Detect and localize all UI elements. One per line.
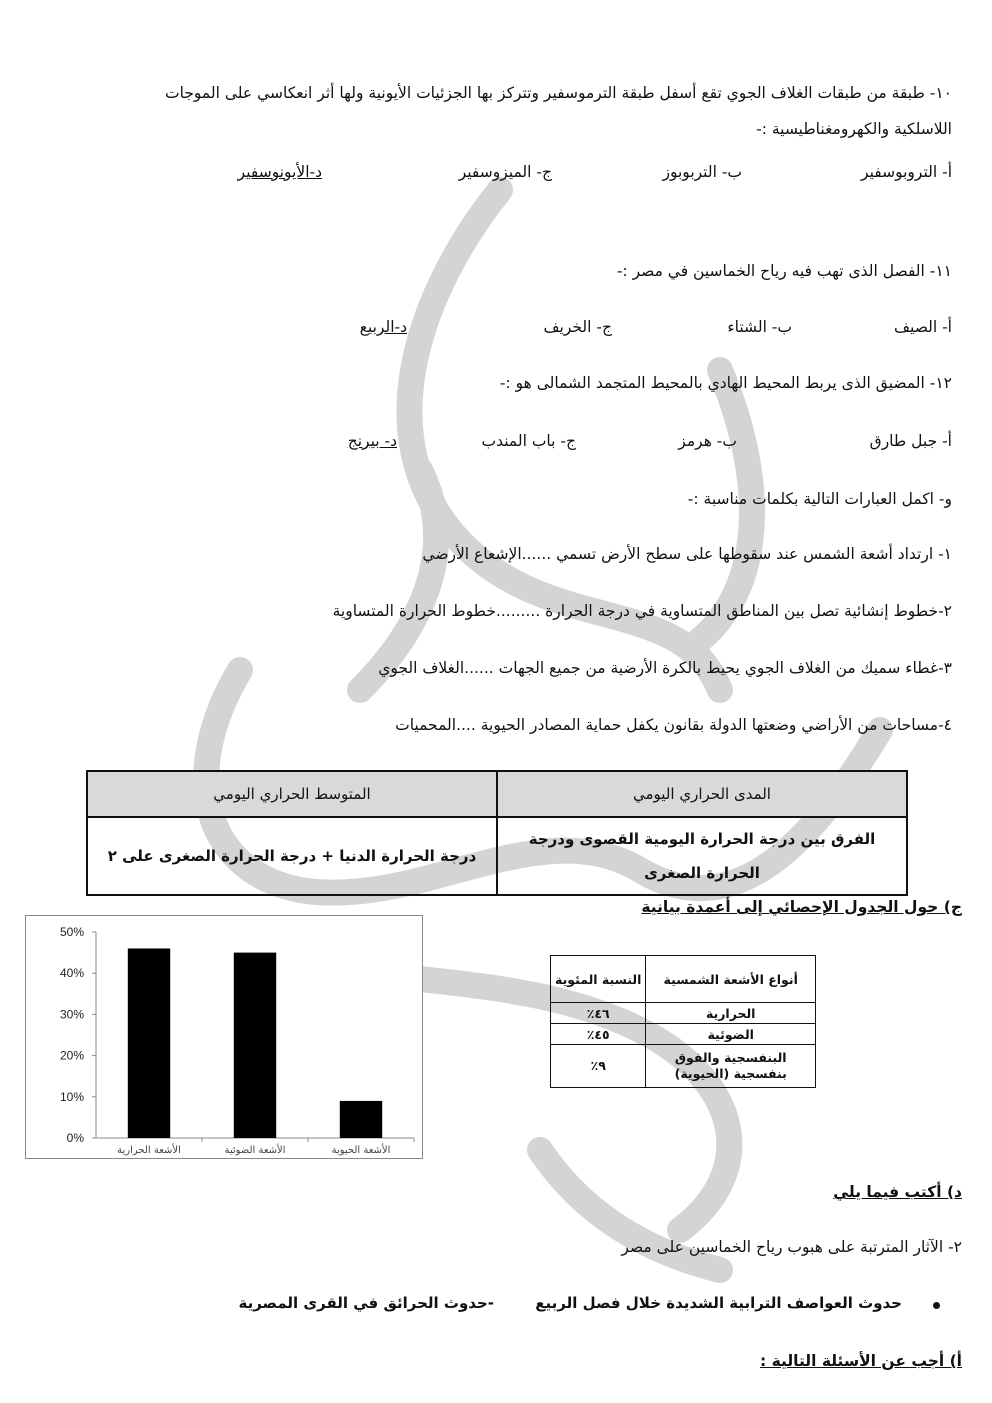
q10-option-d: د-الأيونوسفير bbox=[237, 163, 322, 181]
bar-chart bbox=[26, 916, 422, 1158]
section-a-heading: أ) أجب عن الأسئلة التالية : bbox=[760, 1352, 962, 1370]
stats-header-type: أنواع الأشعة الشمسية bbox=[646, 956, 816, 1003]
stats-row-pct: ٤٦٪ bbox=[551, 1003, 646, 1024]
bar-chart-frame bbox=[25, 915, 423, 1159]
q10-option-c: ج- الميزوسفير bbox=[458, 163, 552, 181]
def-body-mean: درجة الحرارة الدنيا + درجة الحرارة الصغرى على ٢ bbox=[87, 817, 497, 895]
stats-header-pct: النسبة المئوية bbox=[551, 956, 646, 1003]
q12-option-d: د- بيرنج bbox=[347, 432, 397, 450]
stats-table bbox=[550, 955, 816, 1088]
bullet-icon bbox=[933, 1302, 940, 1309]
y-tick-label: 50% bbox=[59, 925, 84, 939]
chart-bar bbox=[340, 1101, 382, 1138]
q12-text: ١٢- المضيق الذى يربط المحيط الهادي بالمحيط المتجمد الشمالى هو :- bbox=[499, 374, 952, 392]
q12-option-a: أ- جبل طارق bbox=[869, 432, 952, 450]
effect-fires: -حدوث الحرائق في القرى المصرية bbox=[238, 1294, 494, 1312]
def-body-range: الفرق بين درجة الحرارة اليومية القصوى ودرجة الحرارة الصغرى bbox=[497, 817, 907, 895]
complete-heading: و- اكمل العبارات التالية بكلمات مناسبة :- bbox=[687, 490, 952, 508]
q11-option-b: ب- الشتاء bbox=[727, 318, 792, 336]
def-header-range: المدى الحراري اليومي bbox=[497, 771, 907, 817]
stats-row-type: الضوئية bbox=[646, 1024, 816, 1045]
y-tick-label: 20% bbox=[59, 1048, 84, 1063]
complete-item-1: ١- ارتداد أشعة الشمس عند سقوطها على سطح الأرض تسمي ......الإشعاع الأرضي bbox=[422, 545, 952, 563]
q11-option-a: أ- الصيف bbox=[893, 318, 952, 336]
q10-option-b: ب- التربوبوز bbox=[662, 163, 742, 181]
def-header-mean: المتوسط الحراري اليومي bbox=[87, 771, 497, 817]
q11-text: ١١- الفصل الذى تهب فيه رياح الخماسين في مصر :- bbox=[616, 262, 952, 280]
q10-option-a: أ- التروبوسفير bbox=[861, 163, 952, 181]
complete-item-2: ٢-خطوط إنشائية تصل بين المناطق المتساوية في درجة الحرارة .........خطوط الحرارة المتساوية bbox=[332, 602, 952, 620]
stats-row-type: الحرارية bbox=[646, 1003, 816, 1024]
y-tick-label: 40% bbox=[59, 966, 84, 981]
definition-table bbox=[86, 770, 908, 896]
q11-option-d: د-الربيع bbox=[359, 318, 407, 336]
chart-bar bbox=[234, 953, 276, 1138]
section-c-heading: ج) حول الجدول الإحصائي إلى أعمدة بيانية bbox=[641, 898, 962, 916]
section-d-heading: د) أكتب فيما يلي bbox=[833, 1183, 962, 1201]
y-tick-label: 0% bbox=[66, 1131, 84, 1145]
q-d2-text: ٢- الآثار المترتبة على هبوب رياح الخماسين على مصر bbox=[621, 1238, 962, 1256]
x-category-label: الأشعة الحرارية bbox=[117, 1145, 181, 1156]
q11-option-c: ج- الخريف bbox=[543, 318, 612, 336]
complete-item-4: ٤-مساحات من الأراضي وضعتها الدولة بقانون يكفل حماية المصادر الحيوية ....المحميات bbox=[395, 716, 952, 734]
effect-dust-storms: حدوث العواصف الترابية الشديدة خلال فصل الربيع bbox=[535, 1294, 902, 1312]
stats-row-pct: ٩٪ bbox=[551, 1045, 646, 1088]
q10-text-line2: اللاسلكية والكهرومغناطيسية :- bbox=[756, 120, 952, 138]
q12-option-c: ج- باب المندب bbox=[481, 432, 576, 450]
chart-bar bbox=[128, 948, 170, 1138]
y-tick-label: 30% bbox=[59, 1007, 84, 1022]
q12-option-b: ب- هرمز bbox=[678, 432, 737, 450]
stats-row-type: البنفسجية والفوق بنفسجية (الحيوية) bbox=[646, 1045, 816, 1088]
stats-row-pct: ٤٥٪ bbox=[551, 1024, 646, 1045]
x-category-label: الأشعة الحيوية bbox=[331, 1145, 391, 1156]
q10-text-line1: ١٠- طبقة من طبقات الغلاف الجوي تقع أسفل طبقة الترموسفير وتتركز بها الجزئيات الأيونية ولها أثر انعكاسي على الموجات bbox=[165, 84, 952, 102]
x-category-label: الأشعة الضوئية bbox=[224, 1145, 286, 1156]
y-tick-label: 10% bbox=[59, 1089, 84, 1104]
complete-item-3: ٣-غطاء سميك من الغلاف الجوي يحيط بالكرة الأرضية من جميع الجهات ......الغلاف الجوي bbox=[378, 659, 952, 677]
